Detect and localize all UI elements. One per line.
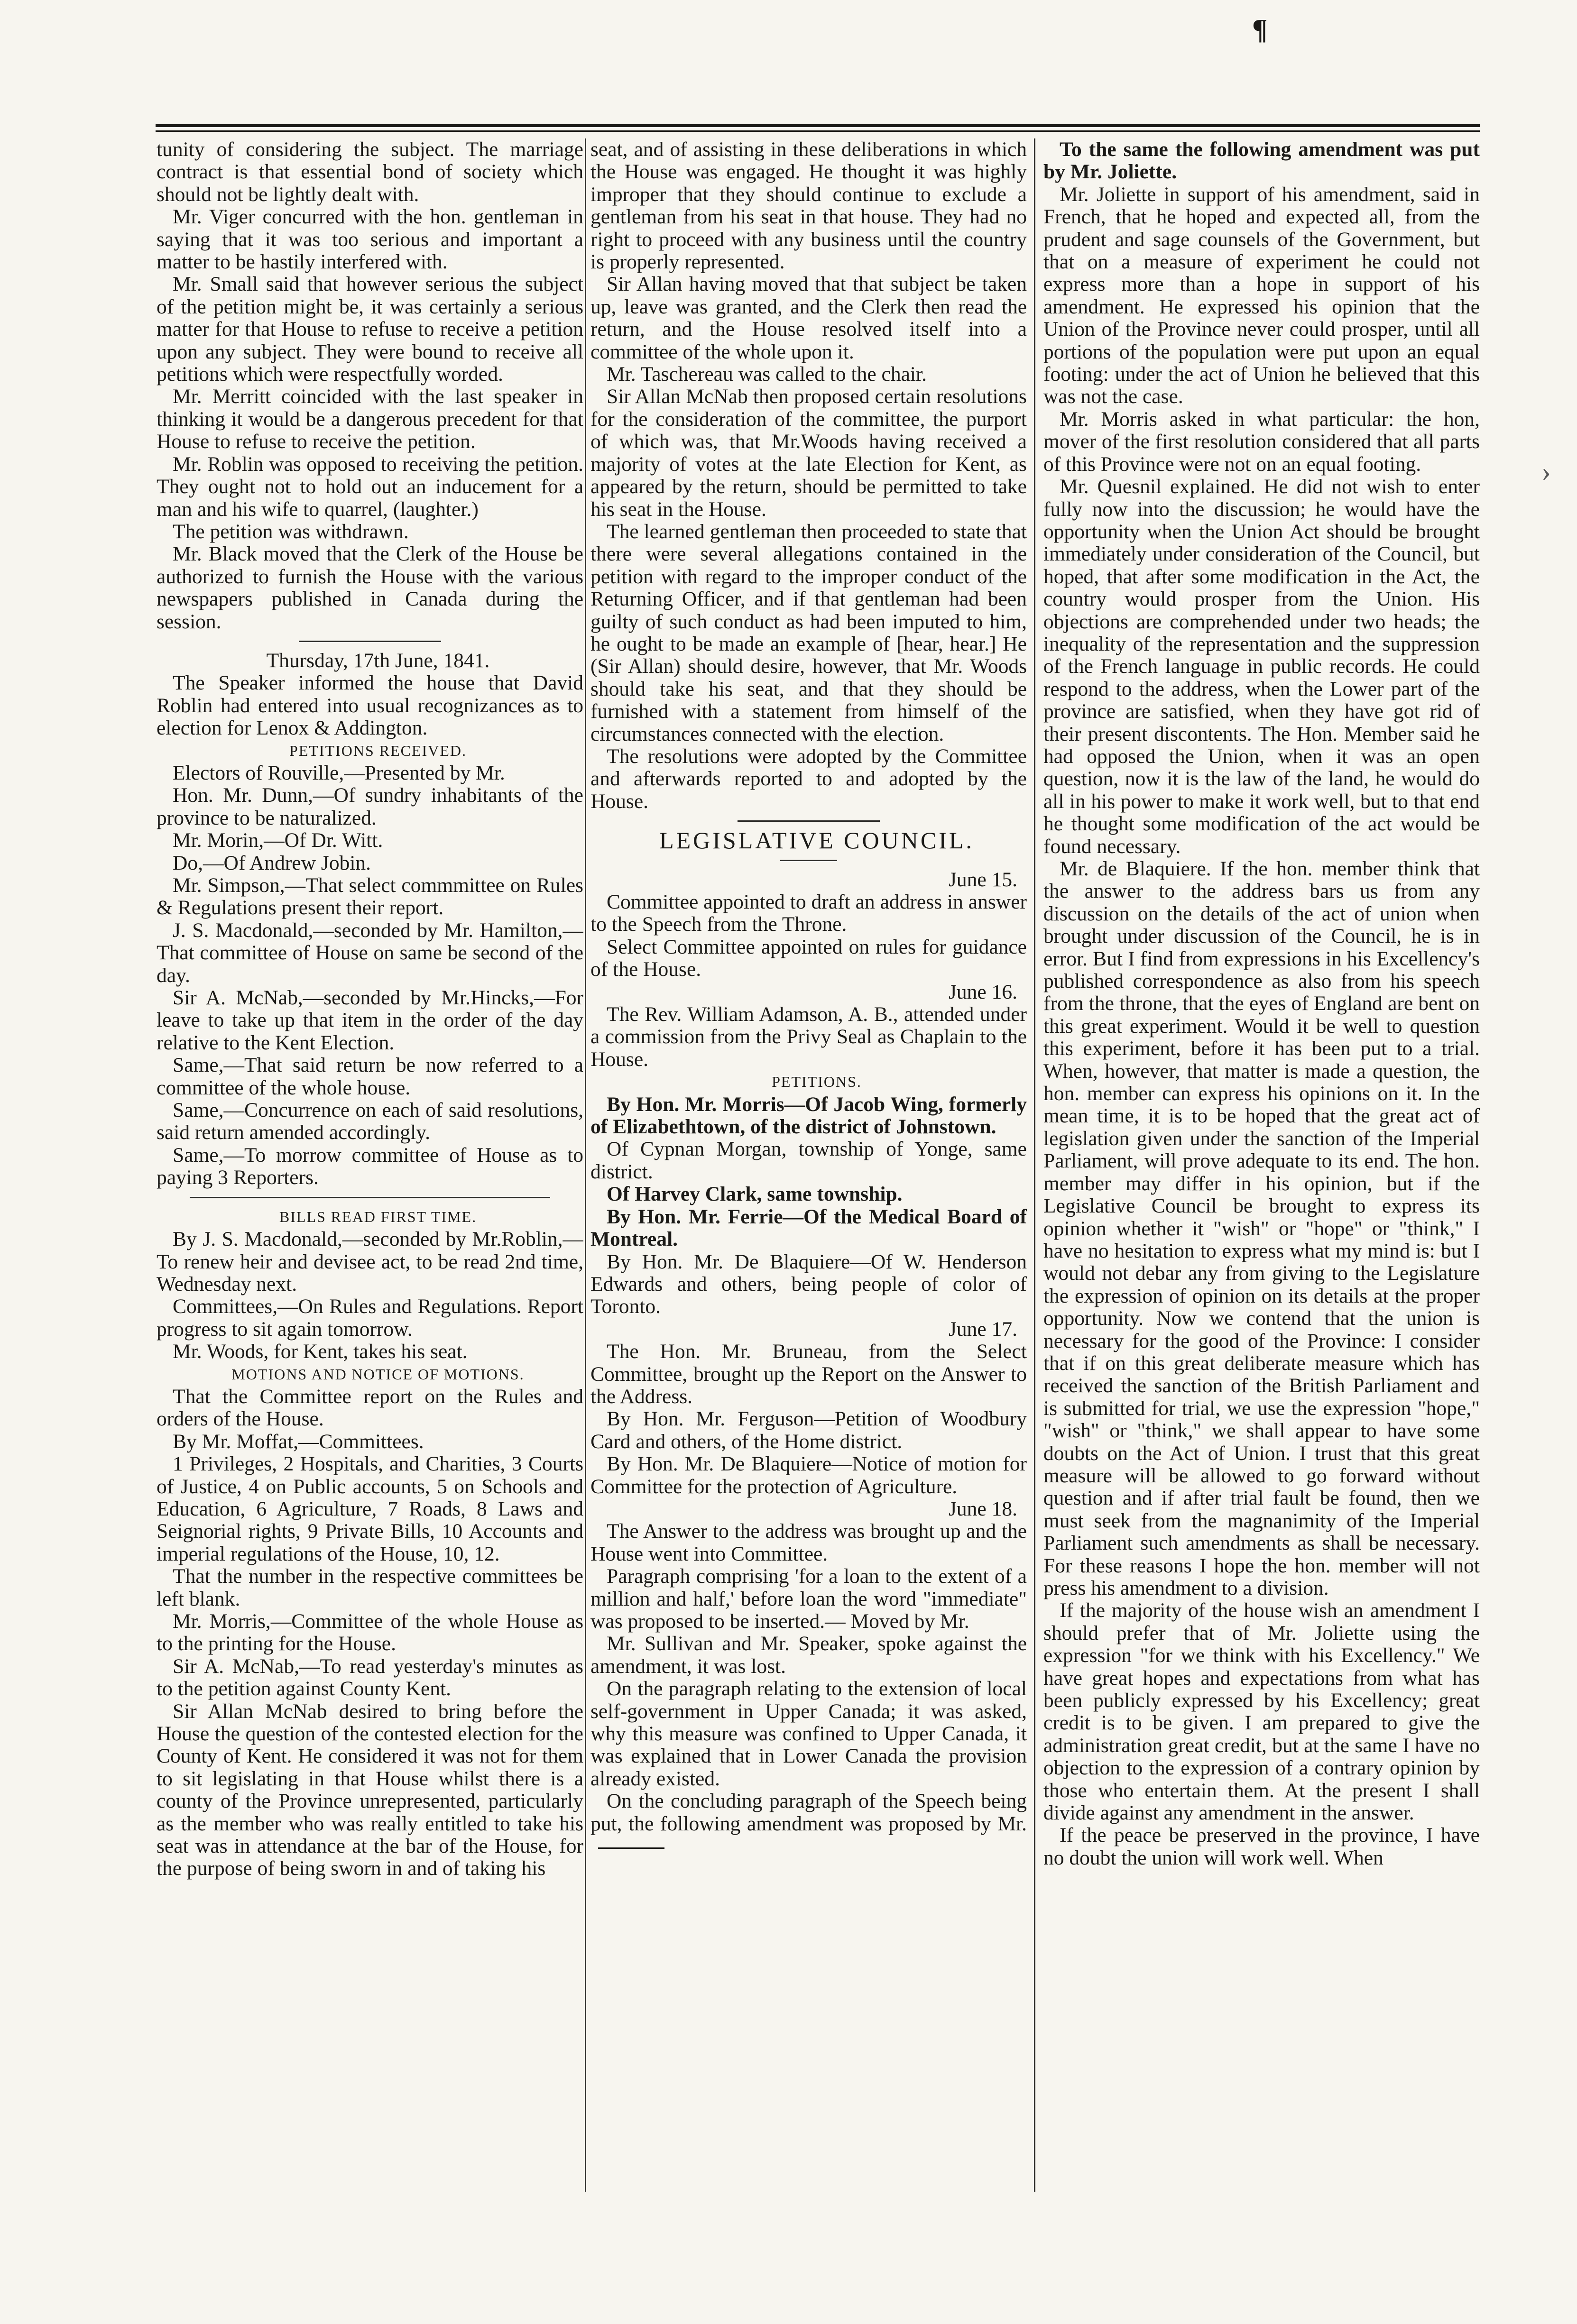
- paragraph-text: On the concluding paragraph of the Speech being put, the following amendment was proposed by Mr.: [590, 1790, 1027, 1835]
- section-rule: [780, 860, 837, 861]
- paragraph: Paragraph comprising 'for a loan to the extent of a million and half,' before loan the word "immediate" was proposed to be inserted.— Moved by Mr.: [590, 1565, 1027, 1633]
- top-rule-thin: [156, 130, 1480, 132]
- paragraph: Same,—To morrow committee of House as to paying 3 Reporters.: [157, 1143, 583, 1189]
- section-rule: [738, 820, 880, 822]
- paragraph: The petition was withdrawn.: [173, 520, 409, 543]
- paragraph: The learned gentleman then proceeded to state that there were several allegations contained in the petition with regard to the improper conduct of the Returning Officer, and if that gentleman had been guilty of such conduct as had been imputed to him, he ought to be made an example of [hear, hear.] He (Sir Allan) should desire, however, that Mr. Woods should take his seat, and that they should be furnished with a statement from himself of the circumstances connected with the election.: [590, 520, 1027, 745]
- dateline: June 17.: [949, 1317, 1017, 1341]
- paragraph: seat, and of assisting in these deliberations in which the House was engaged. He thought it was highly improper that they should continue to exclude a gentleman from his seat in that house. They had no right to proceed with any business until the country is properly represented.: [590, 138, 1027, 274]
- dateline: June 18.: [949, 1497, 1017, 1520]
- paragraph: Hon. Mr. Dunn,—Of sundry inhabitants of the province to be naturalized.: [157, 784, 583, 829]
- paragraph: Mr. de Blaquiere. If the hon. member think that the answer to the address bars us from any discussion on the details of the act of union when brought under discussion of the Council, he is in error. But I find from expressions in his Excellency's published correspondence as also from his speech from the throne, that the eyes of England are bent on this great experiment. Would it be well to question this experiment, before it has been put to a trial. When, however, that matter is made a question, the hon. member can express his opinions on it. In the mean time, it is to be hoped that the great act of legislation given under the sanction of the Imperial Parliament, will prove adequate to its end. The hon. member may differ in his opinion, but if the Legislative Council be brought to express its opinion whether it "wish" or "hope" or "think," I have no hesitation to express what my mind is: but I would not debar any from giving to the Legislature the expression of opinion on its details at the proper opportunity. Now we contend that the union is necessary for the good of the Province: I consider that if on this great deliberate measure which has received the sanction of the British Parliament and is submitted for trial, we use the expression "hope," "wish" or "think," we shall appear to have some doubts on the Act of Union. I trust that this great measure will be allowed to go forward without question and if after trial fault be found, then we must seek from the magnanimity of the Imperial Parliament such amendments as shall be necessary. For these reasons I hope the hon. member will not press his amendment to a division.: [1043, 857, 1480, 1599]
- paragraph: Electors of Rouville,—Presented by Mr.: [173, 761, 505, 784]
- paragraph: By Hon. Mr. Ferguson—Petition of Woodbury Card and others, of the Home district.: [590, 1407, 1027, 1453]
- paragraph: By Hon. Mr. De Blaquiere—Notice of motion for Committee for the protection of Agriculture.: [590, 1452, 1027, 1498]
- paragraph: Of Harvey Clark, same township.: [607, 1183, 903, 1206]
- section-heading: MOTIONS AND NOTICE OF MOTIONS.: [231, 1365, 525, 1383]
- paragraph: By Hon. Mr. De Blaquiere—Of W. Henderson Edwards and others, being people of color of Toronto.: [590, 1250, 1027, 1318]
- paragraph: The Answer to the address was brought up and the House went into Committee.: [590, 1520, 1027, 1565]
- top-rule: [156, 124, 1480, 127]
- paragraph: Select Committee appointed on rules for guidance of the House.: [590, 935, 1027, 981]
- paragraph: To the same the following amendment was put by Mr. Joliette.: [1043, 138, 1480, 184]
- paragraph: Sir A. McNab,—seconded by Mr.Hincks,—For leave to take up that item in the order of the day relative to the Kent Election.: [157, 986, 583, 1054]
- section-rule: [299, 641, 441, 642]
- paragraph: Mr. Quesnil explained. He did not wish to enter fully now into the discussion; he would have the opportunity when the Union Act should be brought immediately under consideration of the Council, but hoped, that after some modification in the Act, the country would prosper from the Union. His objections are comprehended under two heads; the inequality of the representation and the suppression of the French language in public records. He could respond to the address, when the Lower part of the province are satisfied, when they have got rid of their present discontents. The Hon. Member said he had opposed the Union, when it was an open question, now it is the law of the land, he would do all in his power to make it work well, but to that end he thought some modification of the act would be found necessary.: [1043, 475, 1480, 858]
- paragraph: Mr. Morin,—Of Dr. Witt.: [173, 829, 383, 852]
- paragraph: If the majority of the house wish an amendment I should prefer that of Mr. Joliette using the expression "for we think with his Excellency." We have great hopes and expectations from what has been publicly expressed by his Excellency; great credit is to be given. I am prepared to give the administration great credit, but at the same I have no objection to the expression of a contrary opinion by those who entertain them. At the present I shall divide against any amendment in the answer.: [1043, 1599, 1480, 1825]
- paragraph: Mr. Black moved that the Clerk of the House be authorized to furnish the House with the various newspapers published in Canada during the session.: [157, 542, 583, 633]
- paragraph: Same,—That said return be now referred to a committee of the whole house.: [157, 1054, 583, 1099]
- section-rule: [190, 1197, 550, 1198]
- column-divider-2: [1034, 138, 1035, 2192]
- paragraph: Same,—Concurrence on each of said resolutions, said return amended accordingly.: [157, 1099, 583, 1144]
- paragraph: On the paragraph relating to the extension of local self-government in Upper Canada; it was asked, why this measure was confined to Upper Canada, it was explained that in Lower Canada the provision already existed.: [590, 1677, 1027, 1790]
- paragraph: That the Committee report on the Rules and orders of the House.: [157, 1385, 583, 1431]
- paragraph: Sir A. McNab,—To read yesterday's minutes as to the petition against County Kent.: [157, 1654, 583, 1700]
- paragraph: By J. S. Macdonald,—seconded by Mr.Roblin,—To renew heir and devisee act, to be read 2nd time, Wednesday next.: [157, 1228, 583, 1295]
- paragraph: If the peace be preserved in the province, I have no doubt the union will work well. When: [1043, 1824, 1480, 1869]
- column-3: [1043, 138, 1480, 2301]
- section-heading: LEGISLATIVE COUNCIL.: [659, 827, 974, 854]
- column-divider-1: [585, 138, 586, 2192]
- paragraph: J. S. Macdonald,—seconded by Mr. Hamilton,—That committee of House on same be second of the day.: [157, 919, 583, 987]
- paragraph: Mr. Morris,—Committee of the whole House as to the printing for the House.: [157, 1610, 583, 1655]
- paragraph: The Hon. Mr. Bruneau, from the Select Committee, brought up the Report on the Answer to the Address.: [590, 1340, 1027, 1408]
- blank-dash: [598, 1847, 664, 1849]
- paragraph: The Speaker informed the house that David Roblin had entered into usual recognizances as to election for Lenox & Addington.: [157, 671, 583, 740]
- paragraph: Sir Allan McNab then proposed certain resolutions for the consideration of the committee, the purport of which was, that Mr.Woods having received a majority of votes at the late Election for Kent, as appeared by the return, should be permitted to take his seat in the House.: [590, 385, 1027, 521]
- paragraph: Mr. Merritt coincided with the last speaker in thinking it would be a dangerous precedent for that House to refuse to receive the petition.: [157, 385, 583, 453]
- paragraph: The Rev. William Adamson, A. B., attended under a commission from the Privy Seal as Chaplain to the House.: [590, 1003, 1027, 1071]
- paragraph: Mr. Joliette in support of his amendment, said in French, that he hoped and expected all, from the prudent and sage counsels of the Government, but that on a measure of experiment he could not express more than a hope in support of his amendment. He expressed his opinion that the Union of the Province never could prosper, until all portions of the population were put upon an equal footing: under the act of Union he believed that this was not the case.: [1043, 183, 1480, 408]
- section-heading: PETITIONS RECEIVED.: [289, 742, 467, 759]
- paragraph: 1 Privileges, 2 Hospitals, and Charities, 3 Courts of Justice, 4 on Public accounts, 5 on Schools and Education, 6 Agriculture, 7 Roads, 8 Laws and Seignorial rights, 9 Private Bills, 10 Accounts and imperial regulations of the House, 10, 12.: [157, 1452, 583, 1565]
- paragraph: Mr. Roblin was opposed to receiving the petition. They ought not to hold out an inducement for a man and his wife to quarrel, (laughter.): [157, 452, 583, 521]
- section-heading: BILLS READ FIRST TIME.: [279, 1208, 477, 1225]
- dateline: June 16.: [949, 980, 1017, 1003]
- paragraph: Mr. Viger concurred with the hon. gentleman in saying that it was too serious and important a matter to be hastily interfered with.: [157, 205, 583, 274]
- paragraph: Committees,—On Rules and Regulations. Report progress to sit again tomorrow.: [157, 1295, 583, 1341]
- page-mark: ¶: [1252, 14, 1268, 45]
- paragraph: Sir Allan having moved that that subject be taken up, leave was granted, and the Clerk then read the return, and the House resolved itself into a committee of the whole upon it.: [590, 273, 1027, 363]
- paragraph: Sir Allan McNab desired to bring before the House the question of the contested election for the County of Kent. He considered it was not for them to sit legislating in that House whilst there is a county of the Province unrepresented, particularly as the member who was really entitled to take his seat was in attendance at the bar of the House, for the purpose of being sworn in and of taking his: [157, 1699, 583, 1880]
- section-heading: PETITIONS.: [772, 1073, 862, 1091]
- paragraph: By Hon. Mr. Morris—Of Jacob Wing, formerly of Elizabethtown, of the district of Johnstown.: [590, 1093, 1027, 1139]
- paragraph: [590, 1790, 1027, 1857]
- paragraph: Mr. Small said that however serious the subject of the petition might be, it was certainly a serious matter for that House to refuse to receive a petition upon any subject. They were bound to receive all petitions which were respectfully worded.: [157, 273, 583, 386]
- paragraph: That the number in the respective committees be left blank.: [157, 1565, 583, 1610]
- paragraph: Of Cypnan Morgan, township of Yonge, same district.: [590, 1138, 1027, 1183]
- dateline: Thursday, 17th June, 1841.: [266, 649, 490, 672]
- paragraph: Mr. Simpson,—That select commmittee on Rules & Regulations present their report.: [157, 874, 583, 919]
- paragraph: Do,—Of Andrew Jobin.: [173, 851, 371, 874]
- paragraph: Mr. Sullivan and Mr. Speaker, spoke against the amendment, it was lost.: [590, 1632, 1027, 1678]
- paragraph: The resolutions were adopted by the Committee and afterwards reported to and adopted by the House.: [590, 744, 1027, 813]
- paragraph: Mr. Morris asked in what particular: the hon, mover of the first resolution considered that all parts of this Province were not on an equal footing.: [1043, 407, 1480, 476]
- column-1: [157, 138, 583, 2301]
- paragraph: By Mr. Moffat,—Committees.: [173, 1430, 424, 1453]
- margin-mark: ›: [1541, 456, 1551, 487]
- paragraph: Committee appointed to draft an address in answer to the Speech from the Throne.: [590, 891, 1027, 936]
- paragraph: Mr. Woods, for Kent, takes his seat.: [173, 1340, 468, 1363]
- column-2: [590, 138, 1027, 2301]
- paragraph: tunity of considering the subject. The marriage contract is that essential bond of society which should not be lightly dealt with.: [157, 138, 583, 206]
- dateline: June 15.: [949, 868, 1017, 891]
- paragraph: Mr. Taschereau was called to the chair.: [607, 363, 927, 386]
- paragraph: By Hon. Mr. Ferrie—Of the Medical Board of Montreal.: [590, 1205, 1027, 1251]
